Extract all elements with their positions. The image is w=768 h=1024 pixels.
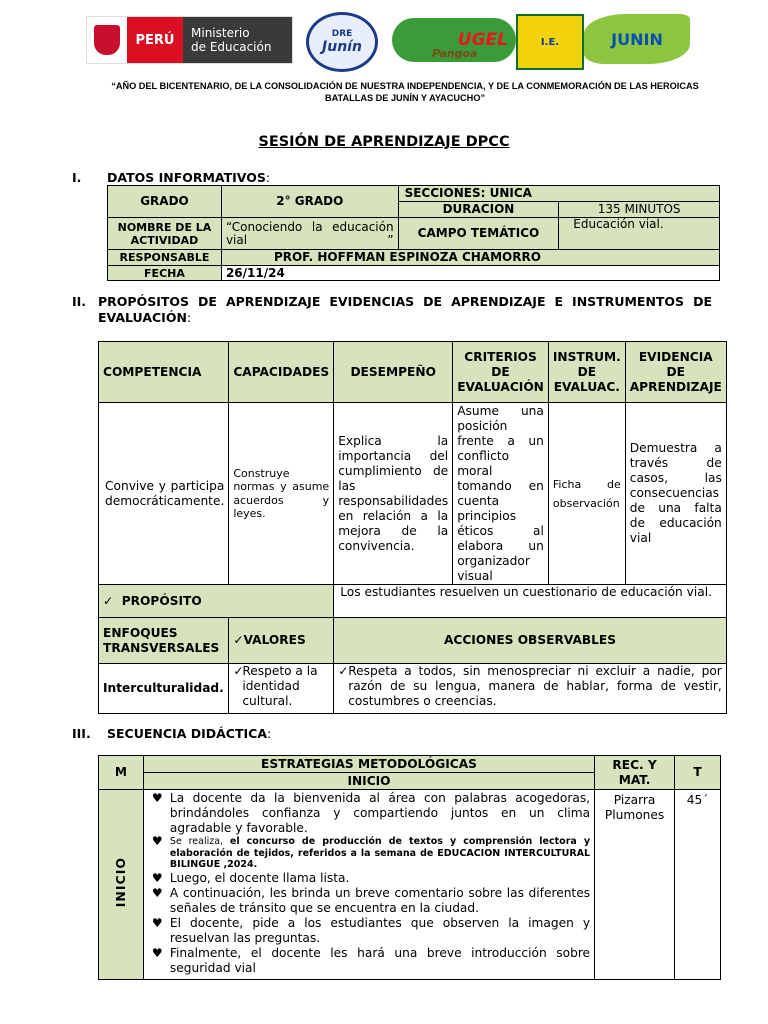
grado-value: 2° GRADO [221,186,398,218]
secciones-label: SECCIONES: UNICA [398,186,719,202]
heart-bullet-icon: ♥ [151,915,163,930]
actividad-label: NOMBRE DE LA ACTIVIDAD [108,218,222,250]
datos-informativos-table [107,185,720,281]
campo-label: CAMPO TEMÁTICO [398,218,559,250]
valores-label: ✓VALORES [229,618,334,664]
header-instrumento: INSTRUM. DE EVALUAC. [548,342,625,403]
proposito-label: ✓ PROPÓSITO [99,585,334,618]
list-item: ♥ La docente da la bienvenida al área con palabras acogedoras, brindándoles confianza y compartiendo juntos en un clima agradable y favorable. [151,791,591,835]
inicio-vertical-cell [99,790,144,980]
acciones-label: ACCIONES OBSERVABLES [334,618,727,664]
valor-value: Respeto a la identidad cultural. [242,664,318,708]
ugel-logo: UGEL Pangoa [392,18,516,62]
year-motto: “AÑO DEL BICENTENARIO, DE LA CONSOLIDACIÓN DE NUESTRA INDEPENDENCIA, Y DE LA CONMEMORACIÓN DE LAS HEROICAS BATALLAS DE JUNÍN Y AYACUCHO” [111,81,699,103]
peru-shield-icon [87,17,127,63]
recursos-value: Pizarra Plumones [595,790,675,980]
section-heading-3: III. SECUENCIA DIDÁCTICA: [72,726,272,741]
heart-bullet-icon: ♥ [151,791,163,805]
duracion-label: DURACION [398,202,559,218]
responsable-label: RESPONSABLE [108,250,222,266]
rec-header: REC. Y MAT. [595,756,675,790]
secuencia-table [98,755,721,980]
enfoque-value: Interculturalidad. [99,664,229,714]
valor-cell [229,664,334,714]
inicio-header: INICIO [143,773,594,790]
header-desempeno: DESEMPEÑO [334,342,453,403]
tiempo-value: 45´ [675,790,721,980]
proposito-value: Los estudiantes resuelven un cuestionario de educación vial. [334,585,727,618]
desempeno-value: Explica la importancia del cumplimiento de las responsabilidades en relación a la mejora de la convivencia. [334,403,453,585]
heart-bullet-icon: ♥ [151,885,163,900]
fecha-label: FECHA [108,266,222,281]
header-criterios: CRITERIOS DE EVALUACIÓN [453,342,549,403]
check-icon: ✓ [233,633,244,647]
duracion-value: 135 MINUTOS [559,202,720,218]
section-heading-2: II. PROPÓSITOS DE APRENDIZAJE EVIDENCIAS DE APRENDIZAJE E INSTRUMENTOS DE EVALUACIÓN: [72,294,712,325]
header-evidencia: EVIDENCIA DE APRENDIZAJE [625,342,726,403]
ministerio-logo [86,16,293,64]
campo-value: Educación vial. [559,218,720,250]
list-item: ♥ A continuación, les brinda un breve comentario sobre las diferentes señales de tránsito que se encuentra en la ciudad. [151,885,591,915]
section-heading-1: I. DATOS INFORMATIVOS: [72,170,271,185]
grado-label: GRADO [108,186,222,218]
propositos-table [98,341,727,714]
criterios-value: Asume una posición frente a un conflicto moral tomando en cuenta principios éticos al elabora un organizador visual [453,403,549,585]
list-item: ♥ El docente, pide a los estudiantes que observen la imagen y resuelvan las preguntas. [151,915,591,945]
capacidades-value: Construye normas y asume acuerdos y leyes. [229,403,334,585]
heart-bullet-icon: ♥ [151,870,163,885]
instrumento-value: Ficha de observación [548,403,625,585]
list-item: ♥ Finalmente, el docente les hará una breve introducción sobre seguridad vial [151,945,591,975]
list-item: ♥ Luego, el docente llama lista. [151,870,350,885]
estrategias-header: ESTRATEGIAS METODOLÓGICAS [143,756,594,773]
school-emblem-logo: I.E. [516,14,584,70]
ministerio-label: Ministerio de Educación [183,17,292,63]
responsable-value: PROF. HOFFMAN ESPINOZA CHAMORRO [221,250,719,266]
enfoques-label: ENFOQUES TRANSVERSALES [99,618,229,664]
evidencia-value: Demuestra a través de casos, las consecuencias de una falta de educación vial [625,403,726,585]
header-competencia: COMPETENCIA [99,342,229,403]
list-item: ♥ Se realiza, el concurso de producción de textos y comprensión lectora y elaboración de tejidos, referidos a la semana de EDUCACION INTERCULTURAL BILINGUE ,2024. [151,834,591,870]
heart-bullet-icon: ♥ [151,834,163,848]
header-logos [86,12,696,70]
junin-region-logo: JUNIN [584,14,690,64]
fecha-value: 26/11/24 [221,266,719,281]
dre-junin-logo: DRE Junín [306,12,378,72]
check-icon: ✓ [338,664,349,678]
heart-bullet-icon: ♥ [151,945,163,960]
competencia-value: Convive y participa democráticamente. [99,403,229,585]
document-title: SESIÓN DE APRENDIZAJE DPCC [258,134,510,150]
inicio-actividades [143,790,594,980]
header-capacidades: CAPACIDADES [229,342,334,403]
t-header: T [675,756,721,790]
accion-value: Respeta a todos, sin menospreciar ni excluir a nadie, por razón de su lengua, manera de hablar, forma de vestir, costumbres o creencias. [348,664,722,708]
check-icon: ✓ [233,664,244,678]
inicio-vertical-label: INICIO [113,857,129,908]
accion-cell [334,664,727,714]
m-header: M [99,756,144,790]
check-icon: ✓ [103,593,114,608]
actividad-value: “Conociendo la educación vial ” [221,218,398,250]
peru-label: PERÚ [127,17,183,63]
